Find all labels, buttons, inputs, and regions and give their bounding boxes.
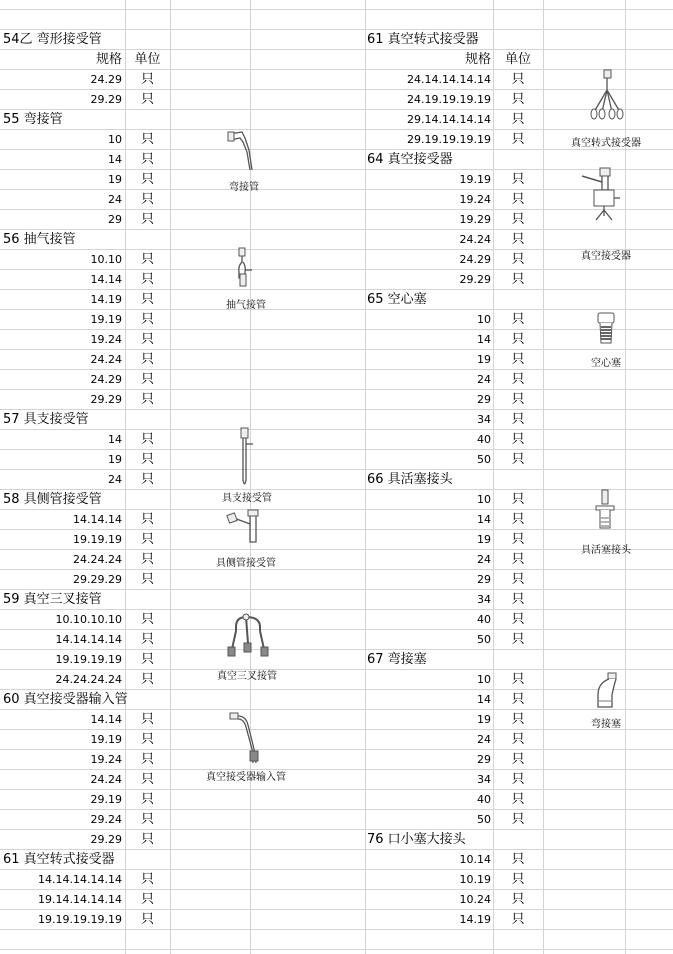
- unit-cell: 只: [140, 612, 154, 627]
- figure-caption: 具支接受管: [222, 493, 272, 504]
- unit-cell: 只: [511, 532, 525, 547]
- unit-cell: 只: [511, 672, 525, 687]
- spec-cell: 14.14.14: [73, 513, 122, 526]
- unit-cell: 只: [511, 412, 525, 427]
- spec-cell: 29.19: [90, 793, 122, 806]
- spec-cell: 24.29: [459, 253, 491, 266]
- unit-cell: 只: [140, 472, 154, 487]
- unit-cell: 只: [511, 512, 525, 527]
- spec-cell: 24: [477, 733, 491, 746]
- unit-cell: 只: [511, 772, 525, 787]
- spec-cell: 19: [477, 713, 491, 726]
- column-header-spec: 规格: [464, 52, 491, 67]
- figure-caption: 真空三叉接管: [217, 671, 277, 682]
- column-header-spec: 规格: [95, 52, 122, 67]
- unit-cell: 只: [511, 192, 525, 207]
- section-title: 61 真空转式接受器: [3, 852, 115, 867]
- section-title: 64 真空接受器: [367, 152, 453, 167]
- unit-cell: 只: [511, 272, 525, 287]
- spec-cell: 29.29: [90, 93, 122, 106]
- figure-caption: 抽气接管: [226, 300, 266, 311]
- unit-cell: 只: [140, 272, 154, 287]
- spec-cell: 14: [477, 333, 491, 346]
- spec-cell: 29.29.29: [73, 573, 122, 586]
- spec-cell: 29.24: [90, 813, 122, 826]
- unit-cell: 只: [511, 312, 525, 327]
- spec-cell: 19.19.19.19: [55, 653, 122, 666]
- spec-cell: 34: [477, 593, 491, 606]
- unit-cell: 只: [140, 812, 154, 827]
- spec-cell: 29.14.14.14.14: [407, 113, 491, 126]
- unit-cell: 只: [140, 872, 154, 887]
- spec-cell: 40: [477, 433, 491, 446]
- unit-cell: 只: [140, 572, 154, 587]
- spec-cell: 14.14.14.14.14: [38, 873, 122, 886]
- unit-cell: 只: [511, 852, 525, 867]
- vacuum-receiver-icon: [580, 168, 624, 226]
- spec-cell: 24.24.24: [73, 553, 122, 566]
- spec-cell: 29: [477, 393, 491, 406]
- unit-cell: 只: [511, 172, 525, 187]
- unit-cell: 只: [511, 912, 525, 927]
- unit-cell: 只: [140, 292, 154, 307]
- unit-cell: 只: [140, 672, 154, 687]
- spec-cell: 40: [477, 613, 491, 626]
- spec-cell: 19.14.14.14.14: [38, 893, 122, 906]
- spec-cell: 10: [108, 133, 122, 146]
- unit-cell: 只: [511, 812, 525, 827]
- bent-adapter-icon: [228, 130, 258, 174]
- vacuum-three-way-adapter-icon: [226, 613, 272, 661]
- unit-cell: 只: [511, 252, 525, 267]
- unit-cell: 只: [140, 72, 154, 87]
- section-title: 55 弯接管: [3, 112, 63, 127]
- spec-cell: 50: [477, 633, 491, 646]
- branched-receiver-tube-icon: [239, 428, 259, 490]
- figure-caption: 具活塞接头: [581, 545, 631, 556]
- spec-cell: 29: [108, 213, 122, 226]
- spec-cell: 34: [477, 413, 491, 426]
- bent-stopper-adapter-icon: [594, 673, 618, 713]
- spec-cell: 19: [477, 533, 491, 546]
- unit-cell: 只: [140, 152, 154, 167]
- unit-cell: 只: [511, 332, 525, 347]
- section-title: 54乙 弯形接受管: [3, 32, 102, 47]
- spec-cell: 24.29: [90, 73, 122, 86]
- spec-cell: 19.24: [90, 753, 122, 766]
- unit-cell: 只: [511, 632, 525, 647]
- section-title: 76 口小塞大接头: [367, 832, 466, 847]
- unit-cell: 只: [140, 832, 154, 847]
- spec-cell: 14: [108, 153, 122, 166]
- unit-cell: 只: [140, 252, 154, 267]
- spec-cell: 14.19: [90, 293, 122, 306]
- section-title: 66 具活塞接头: [367, 472, 453, 487]
- column-header-unit: 单位: [504, 52, 531, 67]
- unit-cell: 只: [511, 72, 525, 87]
- spec-cell: 24: [108, 193, 122, 206]
- spec-cell: 29.29: [90, 833, 122, 846]
- unit-cell: 只: [511, 592, 525, 607]
- unit-cell: 只: [511, 392, 525, 407]
- unit-cell: 只: [511, 752, 525, 767]
- figure-caption: 真空接受器输入管: [206, 772, 286, 783]
- unit-cell: 只: [140, 512, 154, 527]
- unit-cell: 只: [511, 792, 525, 807]
- section-title: 56 抽气接管: [3, 232, 76, 247]
- unit-cell: 只: [511, 612, 525, 627]
- section-title: 65 空心塞: [367, 292, 427, 307]
- spec-cell: 19: [477, 353, 491, 366]
- spec-cell: 19.19.19.19.19: [38, 913, 122, 926]
- unit-cell: 只: [140, 732, 154, 747]
- unit-cell: 只: [511, 732, 525, 747]
- spec-cell: 19: [108, 173, 122, 186]
- spec-cell: 19.24: [90, 333, 122, 346]
- unit-cell: 只: [140, 392, 154, 407]
- side-arm-receiver-tube-icon: [228, 510, 264, 556]
- unit-cell: 只: [511, 92, 525, 107]
- spec-cell: 24.19.19.19.19: [407, 93, 491, 106]
- unit-cell: 只: [140, 772, 154, 787]
- spec-cell: 14: [108, 433, 122, 446]
- spec-cell: 14: [477, 693, 491, 706]
- unit-cell: 只: [511, 572, 525, 587]
- unit-cell: 只: [511, 352, 525, 367]
- unit-cell: 只: [511, 432, 525, 447]
- spec-cell: 24.24: [459, 233, 491, 246]
- stopcock-adapter-icon: [594, 490, 616, 532]
- figure-caption: 弯接塞: [591, 719, 621, 730]
- unit-cell: 只: [140, 332, 154, 347]
- spec-cell: 24: [477, 553, 491, 566]
- unit-cell: 只: [511, 372, 525, 387]
- spec-cell: 50: [477, 453, 491, 466]
- unit-cell: 只: [511, 132, 525, 147]
- spec-cell: 14.14.14.14: [55, 633, 122, 646]
- unit-cell: 只: [511, 872, 525, 887]
- section-title: 67 弯接塞: [367, 652, 427, 667]
- spec-cell: 10: [477, 313, 491, 326]
- unit-cell: 只: [511, 712, 525, 727]
- spec-cell: 29: [477, 753, 491, 766]
- unit-cell: 只: [140, 912, 154, 927]
- spec-cell: 29.29: [90, 393, 122, 406]
- section-title: 57 具支接受管: [3, 412, 89, 427]
- spec-cell: 10.10.10.10: [55, 613, 122, 626]
- spec-cell: 10.10: [90, 253, 122, 266]
- unit-cell: 只: [511, 692, 525, 707]
- spec-cell: 19.19: [90, 313, 122, 326]
- unit-cell: 只: [140, 552, 154, 567]
- unit-cell: 只: [511, 232, 525, 247]
- spec-cell: 24: [108, 473, 122, 486]
- unit-cell: 只: [140, 192, 154, 207]
- spec-cell: 24: [477, 373, 491, 386]
- gridline: [170, 0, 171, 954]
- spec-cell: 14.14: [90, 273, 122, 286]
- hollow-stopper-icon: [596, 313, 616, 347]
- spec-cell: 10: [477, 493, 491, 506]
- section-title: 58 具侧管接受管: [3, 492, 102, 507]
- spec-cell: 29.19.19.19.19: [407, 133, 491, 146]
- figure-caption: 真空接受器: [581, 251, 631, 262]
- unit-cell: 只: [140, 792, 154, 807]
- spec-cell: 19.19: [90, 733, 122, 746]
- spec-cell: 24.29: [90, 373, 122, 386]
- unit-cell: 只: [140, 652, 154, 667]
- spec-cell: 10.14: [459, 853, 491, 866]
- unit-cell: 只: [140, 432, 154, 447]
- spec-cell: 29.29: [459, 273, 491, 286]
- spec-cell: 14.19: [459, 913, 491, 926]
- section-title: 59 真空三叉接管: [3, 592, 102, 607]
- unit-cell: 只: [140, 312, 154, 327]
- section-title: 61 真空转式接受器: [367, 32, 479, 47]
- unit-cell: 只: [511, 452, 525, 467]
- vacuum-adapter-icon: [236, 248, 256, 296]
- spec-cell: 19.29: [459, 213, 491, 226]
- unit-cell: 只: [140, 132, 154, 147]
- unit-cell: 只: [140, 632, 154, 647]
- figure-caption: 空心塞: [591, 358, 621, 369]
- spec-cell: 24.24.24.24: [55, 673, 122, 686]
- unit-cell: 只: [140, 92, 154, 107]
- spec-cell: 19.24: [459, 193, 491, 206]
- figure-caption: 真空转式接受器: [571, 138, 641, 149]
- spec-cell: 19.19: [459, 173, 491, 186]
- unit-cell: 只: [140, 372, 154, 387]
- unit-cell: 只: [511, 492, 525, 507]
- unit-cell: 只: [511, 552, 525, 567]
- unit-cell: 只: [511, 112, 525, 127]
- spec-cell: 50: [477, 813, 491, 826]
- spec-cell: 34: [477, 773, 491, 786]
- spec-cell: 10.19: [459, 873, 491, 886]
- rotary-vacuum-receiver-icon: [590, 70, 626, 126]
- figure-caption: 具侧管接受管: [216, 558, 276, 569]
- unit-cell: 只: [140, 712, 154, 727]
- section-title: 60 真空接受器输入管: [3, 692, 128, 707]
- spec-cell: 19: [108, 453, 122, 466]
- gridline: [0, 9, 673, 10]
- column-header-unit: 单位: [134, 52, 161, 67]
- spec-cell: 24.24: [90, 773, 122, 786]
- unit-cell: 只: [140, 452, 154, 467]
- unit-cell: 只: [511, 892, 525, 907]
- spec-cell: 14: [477, 513, 491, 526]
- unit-cell: 只: [511, 212, 525, 227]
- unit-cell: 只: [140, 752, 154, 767]
- spec-cell: 10.24: [459, 893, 491, 906]
- vacuum-receiver-inlet-tube-icon: [230, 713, 262, 769]
- spec-cell: 24.24: [90, 353, 122, 366]
- unit-cell: 只: [140, 532, 154, 547]
- figure-caption: 弯接管: [229, 182, 259, 193]
- unit-cell: 只: [140, 892, 154, 907]
- spec-cell: 29: [477, 573, 491, 586]
- unit-cell: 只: [140, 212, 154, 227]
- unit-cell: 只: [140, 172, 154, 187]
- spec-cell: 19.19.19: [73, 533, 122, 546]
- spec-cell: 40: [477, 793, 491, 806]
- spec-cell: 10: [477, 673, 491, 686]
- unit-cell: 只: [140, 352, 154, 367]
- spec-cell: 14.14: [90, 713, 122, 726]
- gridline: [0, 949, 673, 950]
- spec-cell: 24.14.14.14.14: [407, 73, 491, 86]
